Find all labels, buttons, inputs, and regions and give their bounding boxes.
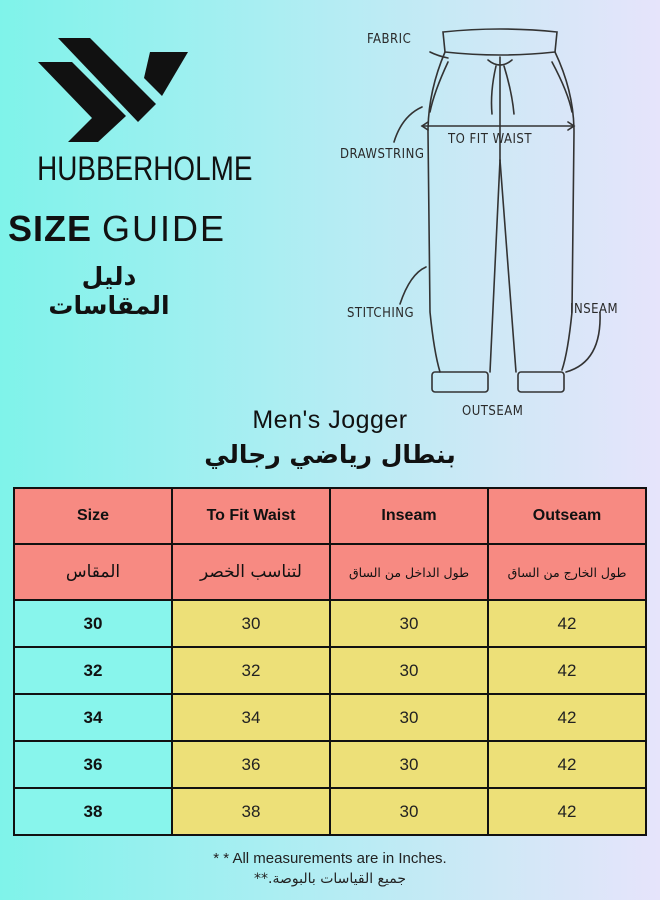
header-inseam-ar: طول الداخل من الساق [330, 544, 488, 600]
label-to-fit-waist: TO FIT WAIST [448, 132, 532, 147]
size-table [13, 487, 647, 836]
cell-inseam: 30 [330, 788, 488, 835]
cell-inseam: 30 [330, 647, 488, 694]
page-title [8, 208, 226, 250]
table-row [14, 694, 646, 741]
cell-waist: 30 [172, 600, 330, 647]
cell-waist: 38 [172, 788, 330, 835]
cell-inseam: 30 [330, 741, 488, 788]
header-size-ar: المقاس [14, 544, 172, 600]
label-drawstring: DRAWSTRING [340, 147, 425, 162]
title-light: GUIDE [102, 208, 227, 249]
cell-size: 34 [14, 694, 172, 741]
cell-size: 36 [14, 741, 172, 788]
measurement-note: * * All measurements are in Inches. [213, 850, 447, 867]
page-title-arabic: دليل المقاسات [48, 262, 170, 320]
header-inseam: Inseam [330, 488, 488, 544]
brand-name: HUBBERHOLME [37, 150, 253, 188]
cell-outseam: 42 [488, 788, 646, 835]
jogger-pants-diagram-icon [330, 12, 660, 432]
cell-outseam: 42 [488, 647, 646, 694]
cell-size: 30 [14, 600, 172, 647]
cell-inseam: 30 [330, 600, 488, 647]
header-outseam-ar: طول الخارج من الساق [488, 544, 646, 600]
table-header-row [14, 488, 646, 544]
product-name-arabic: بنطال رياضي رجالي [204, 440, 456, 469]
cell-waist: 36 [172, 741, 330, 788]
measurement-note-arabic: جميع القياسات بالبوصة.** [254, 871, 406, 887]
chevron-bird-logo-icon [38, 38, 190, 142]
cell-waist: 34 [172, 694, 330, 741]
cell-size: 38 [14, 788, 172, 835]
cell-outseam: 42 [488, 694, 646, 741]
header-waist: To Fit Waist [172, 488, 330, 544]
header-size: Size [14, 488, 172, 544]
table-row [14, 741, 646, 788]
table-row [14, 600, 646, 647]
header-outseam: Outseam [488, 488, 646, 544]
label-stitching: STITCHING [347, 306, 415, 321]
table-row [14, 647, 646, 694]
header-waist-ar: لتناسب الخصر [172, 544, 330, 600]
cell-outseam: 42 [488, 600, 646, 647]
title-bold: SIZE [8, 208, 93, 249]
cell-outseam: 42 [488, 741, 646, 788]
pants-diagram [330, 12, 660, 432]
label-outseam: OUTSEAM [462, 404, 524, 419]
cell-inseam: 30 [330, 694, 488, 741]
cell-waist: 32 [172, 647, 330, 694]
table-row [14, 788, 646, 835]
table-header-row-arabic [14, 544, 646, 600]
label-inseam: INSEAM [570, 302, 619, 317]
product-name: Men's Jogger [252, 406, 408, 434]
cell-size: 32 [14, 647, 172, 694]
label-fabric: FABRIC [367, 32, 412, 47]
